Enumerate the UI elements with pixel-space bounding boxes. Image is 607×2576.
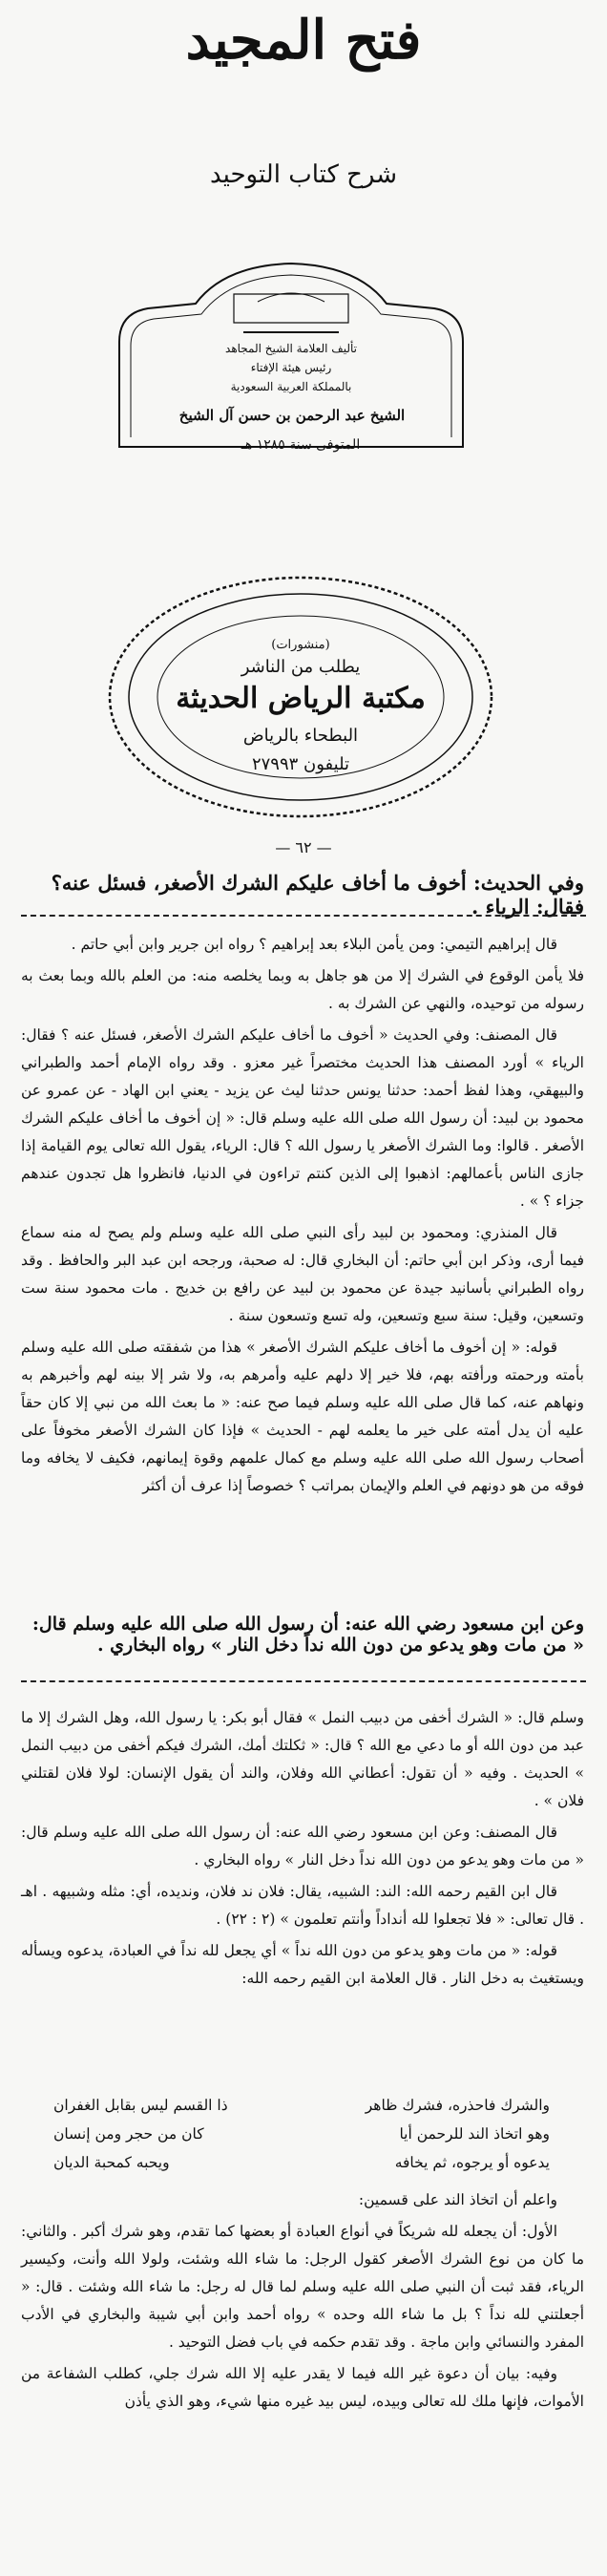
hemistich: ويحبه كمحبة الديان [53, 2154, 170, 2171]
hemistich: يدعوه أو يرجوه، ثم يخافه [394, 2154, 550, 2171]
paragraph: قال المصنف: وعن ابن مسعود رضي الله عنه: أن رسول الله صلى الله عليه وسلم قال: « من مات وهو يدعو من دون الله نداً دخل النار » رواه البخاري . [21, 1824, 584, 1869]
paragraph: قوله: « من مات وهو يدعو من دون الله نداً » أي يجعل لله نداً في العبادة، يدعوه ويسأله ويستغيث به دخل النار . قال العلامة ابن القيم رحمه الله: [21, 1942, 584, 1987]
section-divider [21, 915, 586, 917]
hemistich: كان من حجر ومن إنسان [53, 2125, 204, 2143]
poem-verse [53, 2091, 550, 2120]
paragraph: فلا يأمن الوقوع في الشرك إلا من هو جاهل به وبما يخلصه منه: من العلم بالله وبما بعث به رسوله من توحيده، والنهي عن الشرك به . [21, 967, 584, 1012]
author-name: الشيخ عبد الرحمن بن حسن آل الشيخ [178, 407, 406, 424]
poem-verse [53, 2120, 550, 2148]
publisher-phone: تليفون ٢٧٩٩٣ [251, 754, 350, 774]
poem [53, 2091, 550, 2177]
cartouche-line: رئيس هيئة الإفتاء [250, 361, 332, 374]
stamp-label: (منشورات) [271, 638, 330, 652]
text-block [21, 2186, 584, 2419]
paragraph: قوله: « إن أخوف ما أخاف عليكم الشرك الأصغر » هذا من شفقته صلى الله عليه وسلم بأمته ورحمته ورأفته بهم، فلا خير إلا دلهم عليه وأمرهم به، ولا شر إلا بينه لهم وأخبرهم به ونهاهم عنه، كما قال صلى الله عليه وسلم فيما صح عنه: « ما بعث الله من نبي إلا كان حقاً عليه أن يدل أمته على خير ما يعلمه لهم - الحديث » فإذا كان الشرك الأصغر مخوفاً على أصحاب رسول الله صلى الله عليه وسلم مع كمال علمهم وقوة إيمانهم، فكيف لا يخافه وما فوقه من هو دونهم في العلم والإيمان بمراتب ؟ خصوصاً إذا عرف أن أكثر [21, 1339, 584, 1494]
stamp-request: يطلب من الناشر [241, 657, 361, 677]
book-subtitle: شرح كتاب التوحيد [209, 160, 398, 189]
book-title: فتح المجيد [185, 9, 422, 72]
hadith-quote: وعن ابن مسعود رضي الله عنه: أن رسول الله صلى الله عليه وسلم قال: « من مات وهو يدعو من دون الله نداً دخل النار » رواه البخاري . [31, 1614, 584, 1656]
cartouche-line: تأليف العلامة الشيخ المجاهد [225, 342, 357, 355]
author-death-year: المتوفى سنة ١٢٨٥ هـ [241, 437, 361, 453]
paragraph: قال ابن القيم رحمه الله: الند: الشبيه، يقال: فلان ند فلان، ونديده، أي: مثله وشبيهه . اهـ . قال تعالى: « فلا تجعلوا لله أنداداً وأنتم تعلمون » (٢ : ٢٢) . [21, 1883, 584, 1928]
hemistich: والشرك فاحذره، فشرك ظاهر [365, 2097, 550, 2114]
section-divider [21, 1680, 586, 1682]
paragraph: وفيه: بيان أن دعوة غير الله فيما لا يقدر عليه إلا الله شرك جلي، كطلب الشفاعة من الأموات، فإنها ملك لله تعالى وبيده، ليس بيد غيره منها شيء، وهو الذي يأذن [21, 2365, 584, 2410]
poem-verse [53, 2148, 550, 2177]
text-block [21, 931, 584, 1504]
paragraph: قال المصنف: وفي الحديث « أخوف ما أخاف عليكم الشرك الأصغر، فسئل عنه ؟ فقال: الرياء » أورد المصنف هذا الحديث مختصراً غير معزو . وقد رواه الإمام أحمد والطبراني والبيهقي، وهذا لفظ أحمد: حدثنا يونس حدثنا ليث عن يزيد - يعني ابن الهاد - عن عمرو عن محمود بن لبيد: أن رسول الله صلى الله عليه وسلم قال: « إن أخوف ما أخاف عليكم الشرك الأصغر . قالوا: وما الشرك الأصغر يا رسول الله ؟ قال: الرياء، يقول الله تعالى يوم القيامة إذا جازى الناس بأعمالهم: اذهبوا إلى الذين كنتم تراءون في الدنيا، فانظروا هل تجدون عندهم جزاء ؟ » . [21, 1026, 584, 1210]
paragraph: قال إبراهيم التيمي: ومن يأمن البلاء بعد إبراهيم ؟ رواه ابن جرير وابن أبي حاتم . [71, 936, 557, 953]
text-block [21, 1704, 584, 1996]
paragraph: واعلم أن اتخاذ الند على قسمين: [358, 2191, 557, 2208]
paragraph: الأول: أن يجعله لله شريكاً في أنواع العبادة أو بعضها كما تقدم، وهو شرك أكبر . والثاني: ما كان من نوع الشرك الأصغر كقول الرجل: ما شاء الله وشئت، ولولا الله وأنت، وكيسير الرياء، فقد ثبت أن النبي صلى الله عليه وسلم لما قال له رجل: ما شاء الله وشئت . قال: « أجعلتني لله نداً ؟ بل ما شاء الله وحده » رواه أحمد وابن أبي شيبة والبخاري في الأدب المفرد والنسائي وابن ماجة . وقد تقدم حكمه في باب فضل التوحيد . [21, 2223, 584, 2351]
publisher-city: البطحاء بالرياض [242, 726, 359, 746]
publisher-stamp [100, 563, 501, 831]
lead-text: وفي الحديث: أخوف ما أخاف عليكم الشرك الأصغر، فسئل عنه؟ فقال: الرياء . [51, 871, 584, 918]
hemistich: وهو اتخاذ الند للرحمن أيا [399, 2125, 550, 2143]
hemistich: ذا القسم ليس بقابل الغفران [53, 2097, 228, 2114]
publisher-name: مكتبة الرياض الحديثة [176, 682, 426, 715]
author-cartouche [91, 256, 492, 466]
paragraph: وسلم قال: « الشرك أخفى من دبيب النمل » فقال أبو بكر: يا رسول الله، وهل الشرك إلا ما عبد من دون الله أو ما دعي مع الله ؟ قال: « ثكلتك أمك، الشرك فيكم أخفى من دبيب النمل » الحديث . وفيه « أن تقول: أعطاني الله وفلان، والند أن يقول الإنسان: لولا فلان لقتلني فلان » . [21, 1709, 584, 1809]
page-number: — ٦٢ — [275, 838, 332, 856]
paragraph: قال المنذري: ومحمود بن لبيد رأى النبي صلى الله عليه وسلم ولم يصح له منه سماع فيما أرى، وذكر ابن أبي حاتم: أن البخاري قال: له صحبة، ورجحه ابن عبد البر والحافظ . وقد رواه الطبراني بأسانيد جيدة عن محمود بن لبيد عن رافع بن خديج . مات محمود سنة ست وتسعين، وقيل: سنة سبع وتسعين، وله تسع وتسعون سنة . [21, 1224, 584, 1324]
cartouche-line: بالمملكة العربية السعودية [230, 380, 352, 393]
